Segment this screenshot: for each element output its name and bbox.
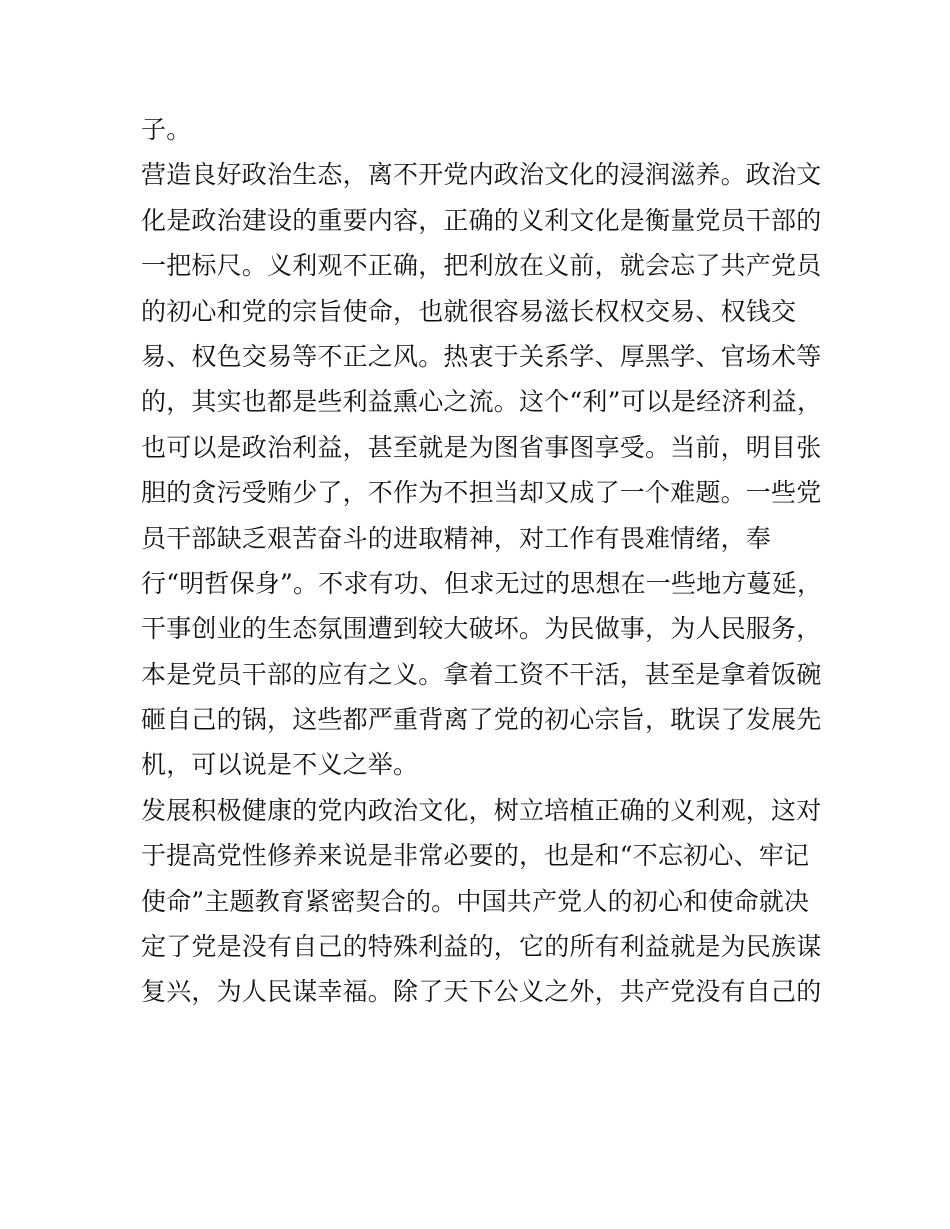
- text-line: 易、权色交易等不正之风。热衷于关系学、厚黑学、官场术等: [141, 341, 822, 371]
- text-line: 发展积极健康的党内政治文化，树立培植正确的义利观，这对: [141, 795, 822, 825]
- text-line: 砸自己的锅，这些都严重背离了党的初心宗旨，耽误了发展先: [141, 705, 822, 735]
- document-body: [141, 107, 831, 1015]
- text-line: 员干部缺乏艰苦奋斗的进取精神，对工作有畏难情绪，奉: [141, 523, 772, 553]
- text-line: 胆的贪污受贿少了，不作为不担当却又成了一个难题。一些党: [141, 478, 822, 508]
- text-line: 的，其实也都是些利益熏心之流。这个“利”可以是经济利益，: [141, 387, 823, 417]
- text-line: 机，可以说是不义之举。: [141, 750, 419, 780]
- text-line: 复兴，为人民谋幸福。除了天下公义之外，共产党没有自己的: [141, 977, 822, 1007]
- text-line: 营造良好政治生态，离不开党内政治文化的浸润滋养。政治文: [141, 160, 822, 190]
- text-line: 的初心和党的宗旨使命，也就很容易滋长权权交易、权钱交: [141, 296, 797, 326]
- text-line: 化是政治建设的重要内容，正确的义利文化是衡量党员干部的: [141, 205, 822, 235]
- text-line: 一把标尺。义利观不正确，把利放在义前，就会忘了共产党员: [141, 251, 822, 281]
- text-line: 干事创业的生态氛围遭到较大破坏。为民做事，为人民服务，: [141, 614, 822, 644]
- text-line: 使命”主题教育紧密契合的。中国共产党人的初心和使命就决: [141, 886, 810, 916]
- text-line: 行“明哲保身”。不求有功、但求无过的思想在一些地方蔓延，: [141, 568, 823, 598]
- text-line: 也可以是政治利益，甚至就是为图省事图享受。当前，明目张: [141, 432, 822, 462]
- text-line: 定了党是没有自己的特殊利益的，它的所有利益就是为民族谋: [141, 932, 822, 962]
- text-line: 子。: [141, 115, 192, 144]
- text-line: 本是党员干部的应有之义。拿着工资不干活，甚至是拿着饭碗: [141, 659, 822, 689]
- text-line: 于提高党性修养来说是非常必要的，也是和“不忘初心、牢记: [141, 841, 810, 871]
